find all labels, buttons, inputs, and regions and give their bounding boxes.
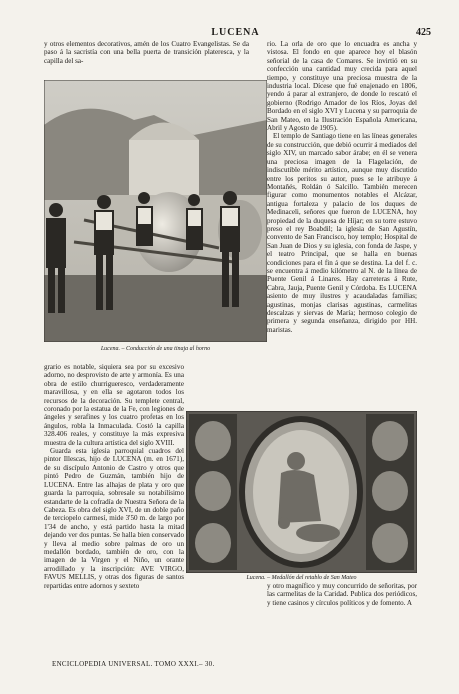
figure-caption: Lucena. – Medallón del retablo de San Mateo <box>246 575 357 581</box>
paragraph: rio. La orla de oro que lo encuadra es ancha y vistosa. El fondo en que aparece hoy el blasón señorial de la casa de Comares. Se invirtió en su confección una cantidad muy crecida para aquel tiempo, y constituye una preciosa muestra de la industria local. Dícese que fué enajenado en 1806, yendo á parar al extranjero, de donde lo rescató el gobierno (Rodrigo Amador de los Ríos, Joyas del Bordado en el siglo XVI y Lucena y su parroquia de San Mateo, en la Ilustración Española Americana, Abril y Agosto de 1905). <box>267 40 417 133</box>
paragraph: y otros elementos decorativos, amén de los Cuatro Evangelistas. Se da paso á la sacristía con una bella puerta de transición plateresca, y la capilla del sa- <box>44 40 249 65</box>
text-column-right-top <box>267 40 417 414</box>
paragraph: grario es notable, siquiera sea por su excesivo adorno, no desprovisto de arte y armonía. Es una obra de estilo churrigueresco, verdaderamente maravillosa, y en ella se agotaron todos los recursos de la decoración. Su templete central, coronado por la estatua de la Fe, con legiones de ángeles y serafines y los cuatro profetas en los ángulos, robla la Inmaculada. Costó la capilla 328.406 reales, y constituye la más expresiva muestra de la cultura artística del siglo XVIII. <box>44 363 184 447</box>
figure-caption: Lucena. – Conducción de una tinaja al horno <box>100 346 211 352</box>
photo-tinaja <box>44 80 267 342</box>
text-column-right-bottom <box>267 582 417 648</box>
text-column-left-bottom <box>44 363 184 681</box>
text-column-left-top <box>44 40 249 78</box>
paragraph: y otro magnífico y muy concurrido de señoritas, por las carmelitas de la Caridad. Publica dos periódicos, y tiene casinos y círculos políticos y de fomento. A <box>267 582 417 607</box>
figure-medallion-photo <box>186 411 417 581</box>
running-head <box>40 27 431 39</box>
photo-medallion <box>186 411 417 573</box>
figure-tinaja-photo <box>44 80 267 352</box>
paragraph: Guarda esta iglesia parroquial cuadros del pintor Illescas, hijo de LUCENA (m. en 1671), de su discípulo Antonio de Castro y otros que pintó Pedro de Guzmán, también hijo de LUCENA. Entre las alhajas de plata y oro que guarda la parroquia, sobresale su notabilísimo estandarte de la cofradía de Nuestra Señora de la Cabeza. Es obra del siglo XVI, de un doble paño de terciopelo carmesí, mide 3'50 m. de largo por 1'34 de ancho, y está partido hasta la mitad dejando ver dos puntas. Se halla bien conservado y lleva al medio sobre palmas de oro un medallón bordado, también de oro, con la imagen de la Virgen y el Niño, un orante arrodillado y la inscripción: AVE VIRGO, FAVUS MELLIS, y otras dos figuras de santos repartidas entre adornos y sexteto <box>44 447 184 590</box>
page-number: 425 <box>416 27 431 38</box>
running-title: LUCENA <box>211 27 260 38</box>
footer-note: ENCICLOPEDIA UNIVERSAL. TOMO XXXI.– 30. <box>52 660 215 668</box>
paragraph: El templo de Santiago tiene en las líneas generales de su construcción, que debió ocurrir á mediados del siglo XIV, un marcado sabor árabe; en él se venera una preciosa imagen de la Flagelación, de indiscutible mérito artístico, aunque muy discutido entre los peritos su autor, pues se le atribuye á Montañés, Roldán ó Salcillo. También merecen figurar como monumentos notables el Alcázar, antigua fortaleza y palacio de los duques de Medinaceli, señores que fueron de LUCENA, hoy propiedad de la duquesa de Híjar; en su torre estuvo preso el rey Boabdil; la iglesia de San Agustín, convento de San Francisco, hoy templo; Hospital de San Juan de Dios y su iglesia, con fonda de Jaspe, y el teatro Principal, que se halla en buenas condiciones para el fin á que se destina. La del f. c. se encuentra á medio kilómetro al N. de la línea de Puente Genil á Linares. Hay carreteras á Rute, Cabra, Jauja, Puente Genil y Córdoba. Es LUCENA asiento de muy ilustres y acaudaladas familias; agustinas, monjas clarisas agustinas, carmelitas descalzas y siervas de María; hermoso colegio de primera y segunda enseñanza, dirigido por HH. maristas. <box>267 132 417 334</box>
